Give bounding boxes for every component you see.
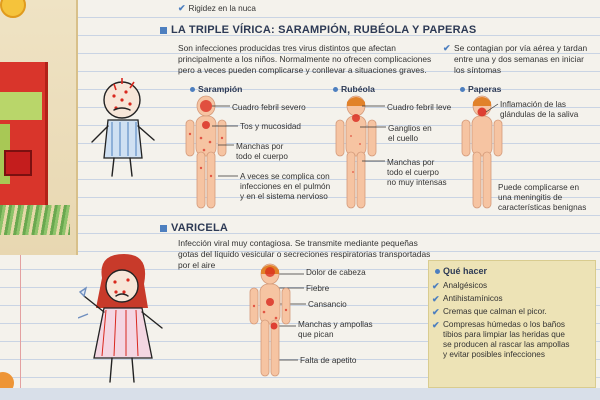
paperas-header: Paperas	[460, 84, 501, 94]
rubeola-header: Rubéola	[333, 84, 375, 94]
triple-virica-intro: Son infecciones producidas tres virus distintos que afectan principalmente a los niños. Normalmente no ofrecen complicaciones pero a veces pueden complicarse y conllevar a situaciones graves.	[178, 43, 432, 75]
checkmark-icon: ✔	[432, 281, 440, 291]
varicela-symptom-blisters: Manchas y ampollas que pican	[298, 320, 373, 339]
contagion-note: ✔ Se contagian por vía aérea y tardan entre una y dos semanas en iniciar los síntomas	[443, 43, 588, 75]
paperas-symptom-glands: Inflamación de las glándulas de la saliva	[500, 100, 579, 119]
varicela-symptom-tiredness: Cansancio	[308, 300, 347, 309]
sarampion-symptom-fever: Cuadro febril severo	[232, 103, 306, 112]
varicela-body-figure	[244, 262, 296, 380]
rubeola-symptom-spots: Manchas por todo el cuerpo no muy intensas	[387, 158, 447, 187]
rubeola-symptom-ganglia: Ganglios en el cuello	[388, 124, 432, 143]
varicela-symptom-appetite: Falta de apetito	[300, 356, 357, 365]
what-to-do-item-analgesics: ✔ Analgésicos	[432, 281, 488, 291]
what-to-do-item-creams: ✔ Cremas que calman el picor.	[432, 307, 547, 317]
triple-virica-title: LA TRIPLE VÍRICA: SARAMPIÓN, RUBÉOLA Y PAPERAS	[160, 24, 476, 36]
checkmark-icon: ✔	[432, 320, 440, 330]
varicela-intro: Infección viral muy contagiosa. Se transmite mediante pequeñas gotas del líquido vesicular o secreciones respiratorias transportadas por el aire	[178, 238, 431, 270]
sarampion-symptom-spots: Manchas por todo el cuerpo	[236, 142, 288, 161]
sarampion-complication: A veces se complica con infecciones en el pulmón y en el sistema nervioso	[240, 172, 331, 201]
bullet-dot-icon	[435, 269, 440, 274]
sarampion-header: Sarampión	[190, 84, 242, 94]
sarampion-symptom-cough: Tos y mucosidad	[240, 122, 301, 131]
paperas-complication: Puede complicarse en una meningitis de características benignas	[498, 183, 587, 212]
checkmark-icon: ✔	[432, 307, 440, 317]
bullet-square-icon	[160, 225, 167, 232]
rubeola-symptom-fever: Cuadro febril leve	[387, 103, 452, 112]
sick-girl-drawing	[78, 248, 174, 388]
what-to-do-item-antihistamines: ✔ Antihistamínicos	[432, 294, 503, 304]
checkmark-icon: ✔	[432, 294, 440, 304]
top-symptom-item: ✔ Rigidez en la nuca	[178, 3, 256, 13]
varicela-symptom-fever: Fiebre	[306, 284, 330, 293]
what-to-do-title: Qué hacer	[435, 266, 487, 276]
sick-boy-drawing	[86, 70, 166, 180]
what-to-do-item-compresses: ✔ Compresas húmedas o los baños tibios para limpiar las heridas que se producen al rascar las ampollas y evitar posibles infecciones	[432, 320, 570, 359]
checkmark-icon: ✔	[443, 43, 451, 53]
varicela-symptom-headache: Dolor de cabeza	[306, 268, 366, 277]
varicela-title: VARICELA	[160, 222, 228, 234]
checkmark-icon: ✔	[178, 3, 186, 13]
what-to-do-box	[428, 260, 596, 388]
